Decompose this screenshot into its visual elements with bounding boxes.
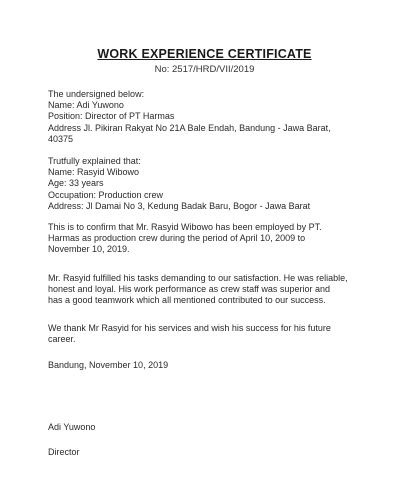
employee-name: Name: Rasyid Wibowo xyxy=(48,167,140,178)
signer-name: Adi Yuwono xyxy=(48,422,96,432)
document-number: No: 2517/HRD/VII/2019 xyxy=(154,64,255,75)
undersigned-address-line1: Address Jl. Pikiran Rakyat No 21A Bale Endah, Bandung - Jawa Barat, xyxy=(48,122,331,133)
confirmation-line: November 10, 2019. xyxy=(48,244,130,255)
signer-title: Director xyxy=(48,447,80,457)
undersigned-section xyxy=(48,89,373,145)
performance-line: Mr. Rasyid fulfilled his tasks demanding to our satisfaction. He was reliable, xyxy=(48,273,348,283)
undersigned-name: Name: Adi Yuwono xyxy=(48,100,124,111)
performance-line: has a good teamwork which all mentioned contributed to our success. xyxy=(48,295,326,306)
performance-paragraph xyxy=(48,273,373,307)
date-line xyxy=(48,360,373,371)
undersigned-address-line2: 40375 xyxy=(48,133,74,144)
employee-occupation: Occupation: Production crew xyxy=(48,189,164,200)
undersigned-position: Position: Director of PT Harmas xyxy=(48,111,175,122)
employee-heading: Trutfully explained that: xyxy=(48,156,141,166)
confirmation-line: This is to confirm that Mr. Rasyid Wibowo has been employed by PT. xyxy=(48,222,322,232)
signer-title-block xyxy=(48,447,373,458)
confirmation-line: Harmas as production crew during the period of April 10, 2009 to xyxy=(48,233,306,244)
undersigned-heading: The undersigned below: xyxy=(48,89,145,99)
confirmation-paragraph xyxy=(48,222,373,256)
signature-block xyxy=(48,422,373,433)
thanks-paragraph xyxy=(48,323,373,345)
employee-section xyxy=(48,156,373,212)
letter-date: Bandung, November 10, 2019 xyxy=(48,360,169,370)
performance-line: honest and loyal. His work performance as crew staff was superior and xyxy=(48,284,330,295)
employee-age: Age: 33 years xyxy=(48,178,104,189)
thanks-line: We thank Mr Rasyid for his services and wish his success for his future xyxy=(48,323,331,333)
employee-address: Address: Jl Damai No 3, Kedung Badak Baru, Bogor - Jawa Barat xyxy=(48,200,311,211)
thanks-line: career. xyxy=(48,334,76,345)
document-title: WORK EXPERIENCE CERTIFICATE xyxy=(97,47,312,61)
